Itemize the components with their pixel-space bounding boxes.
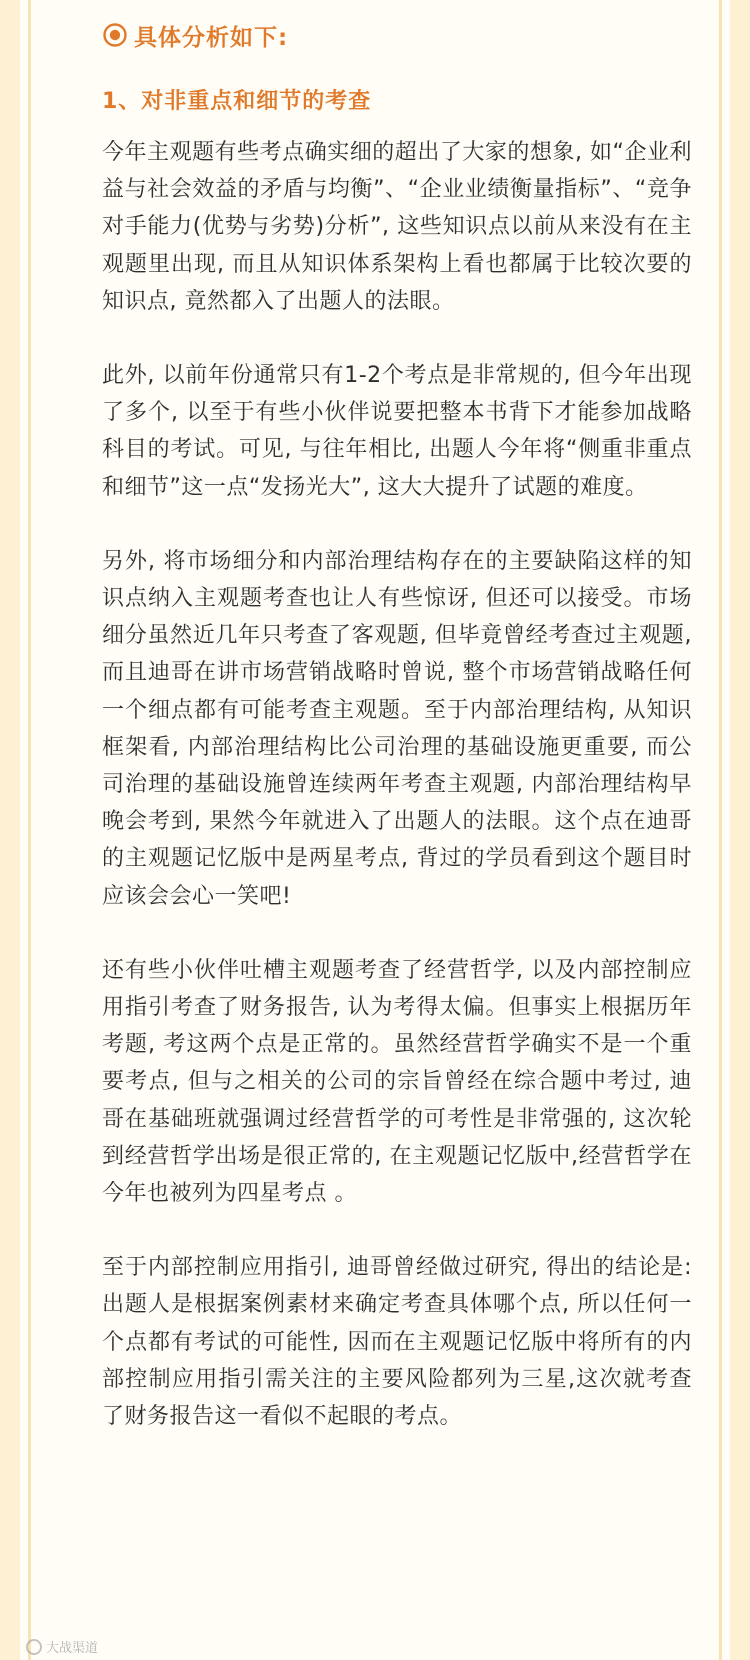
section-title: 具体分析如下:: [134, 24, 289, 51]
target-icon: [102, 22, 128, 48]
subsection-title: 1、对非重点和细节的考查: [102, 89, 372, 114]
paragraph-3: 另外, 将市场细分和内部治理结构存在的主要缺陷这样的知识点纳入主观题考查也让人有些惊讶, 但还可以接受。市场细分虽然近几年只考查了客观题, 但毕竟曾经考查过主观题, 而且迪哥在讲市场营销战略时曾说, 整个市场营销战略任何一个细点都有可能考查主观题。至于内部治理结构, 从知识框架看, 内部治理结构比公司治理的基础设施更重要, 而公司治理的基础设施曾连续两年考查主观题, 内部治理结构早晚会考到, 果然今年就进入了出题人的法眼。这个点在迪哥的主观题记忆版中是两星考点, 背过的学员看到这个题目时应该会会心一笑吧!: [102, 548, 692, 909]
paragraph-2: 此外, 以前年份通常只有1-2个考点是非常规的, 但今年出现了多个, 以至于有些小伙伴说要把整本书背下才能参加战略科目的考试。可见, 与往年相比, 出题人今年将“侧重非重点和细节”这一点“发扬光大”, 这大大提升了试题的难度。: [102, 363, 692, 500]
paragraph-1: 今年主观题有些考点确实细的超出了大家的想象, 如“企业利益与社会效益的矛盾与均衡”、“企业业绩衡量指标”、“竞争对手能力(优势与劣势)分析”, 这些知识点以前从来没有在主观题里出现, 而且从知识体系架构上看也都属于比较次要的知识点, 竟然都入了出题人的法眼。: [102, 140, 692, 314]
paragraph-4: 还有些小伙伴吐槽主观题考查了经营哲学, 以及内部控制应用指引考查了财务报告, 认为考得太偏。但事实上根据历年考题, 考这两个点是正常的。虽然经营哲学确实不是一个重要考点, 但与之相关的公司的宗旨曾经在综合题中考过, 迪哥在基础班就强调过经营哲学的可考性是非常强的, 这次轮到经营哲学出场是很正常的, 在主观题记忆版中,经营哲学在今年也被列为四星考点 。: [102, 957, 692, 1207]
watermark-logo-icon: [26, 1639, 42, 1655]
article-content: [102, 14, 692, 1457]
section-header: [102, 14, 692, 56]
paragraph-5: 至于内部控制应用指引, 迪哥曾经做过研究, 得出的结论是: 出题人是根据案例素材来确定考查具体哪个点, 所以任何一个点都有考试的可能性, 因而在主观题记忆版中将所有的内部控制应用指引需关注的主要风险都列为三星,这次就考查了财务报告这一看似不起眼的考点。: [102, 1255, 692, 1430]
watermark-text: 大战渠道: [46, 1641, 99, 1656]
watermark: [26, 1637, 98, 1656]
